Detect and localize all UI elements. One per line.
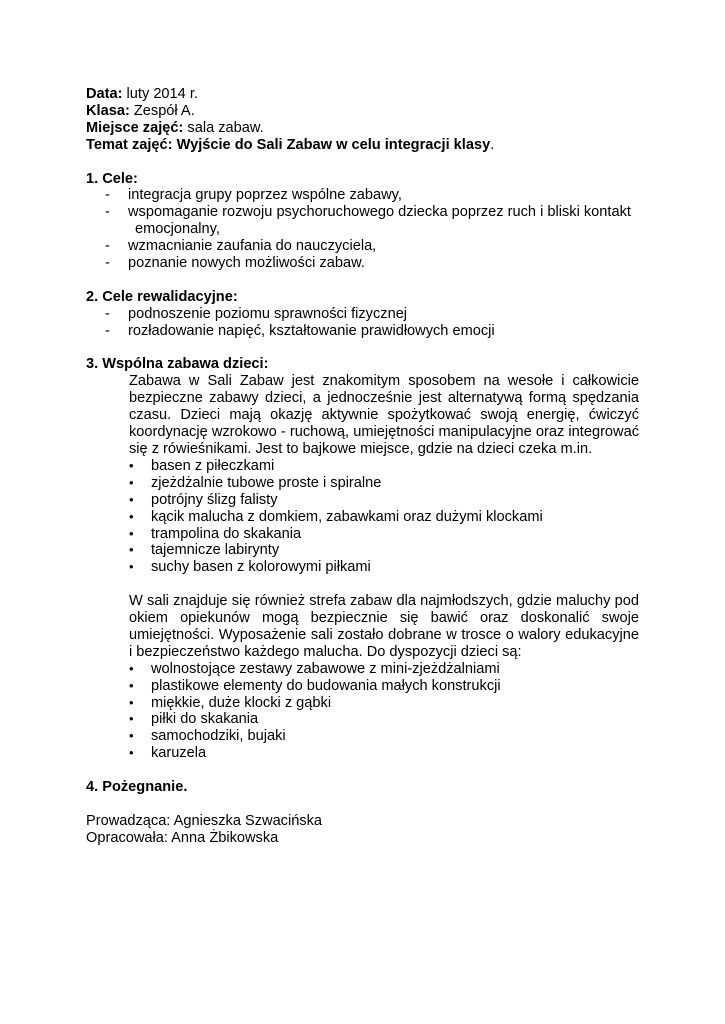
dash-marker: - [105,238,110,255]
dash-marker: - [105,305,110,322]
list-item-text: integracja grupy poprzez wspólne zabawy, [128,187,402,204]
section-2-title-text: 2. Cele rewalidacyjne: [86,288,238,305]
list-item-continuation: emocjonalny, [135,221,220,238]
section-3-title-text: 3. Wspólna zabawa dzieci: [86,356,269,373]
bullet-marker: • [129,711,134,727]
goals-list [86,187,640,272]
list-item [86,187,640,204]
list-item [86,238,640,255]
equipment-list [129,661,639,762]
bullet-marker: • [129,491,134,507]
place-value: sala zabaw. [183,119,264,136]
list-item [129,695,639,712]
spacer [86,272,640,289]
attractions-list [129,458,639,576]
bullet-marker: • [129,525,134,541]
list-item-text: poznanie nowych możliwości zabaw. [128,255,365,272]
topic-end: . [490,136,495,153]
list-item-text: miękkie, duże klocki z gąbki [151,694,332,711]
list-item-text: podnoszenie poziomu sprawności fizycznej [128,305,408,322]
list-item-text: wzmacnianie zaufania do nauczyciela, [128,238,377,255]
spacer [86,340,640,357]
list-item-text: wolnostojące zestawy zabawowe z mini-zjeżdżalniami [151,660,500,677]
bullet-marker: • [129,457,134,473]
list-item-text: samochodziki, bujaki [151,728,286,745]
list-item-text: plastikowe elementy do budowania małych konstrukcji [151,677,501,694]
list-item-text: wspomaganie rozwoju psychoruchowego dziecka poprzez ruch i bliski kontakt [128,204,631,221]
lead-teacher-line: Prowadząca: Agnieszka Szwacińska [86,812,323,829]
list-item [129,661,639,678]
dash-marker: - [105,187,110,204]
date-value: luty 2014 r. [122,86,198,102]
list-item-text: tajemnicze labirynty [151,542,280,559]
list-item-text: trampolina do skakania [151,525,302,542]
list-item [86,204,640,238]
bullet-marker: • [129,677,134,693]
class-label: Klasa: [86,102,130,119]
spacer [129,576,639,593]
bullet-marker: • [129,559,134,575]
dash-marker: - [105,322,110,339]
place-line [86,120,640,137]
bullet-marker: • [129,660,134,676]
section-1-title-text: 1. Cele: [86,170,138,187]
bullet-marker: • [129,508,134,524]
list-item [129,678,639,695]
bullet-marker: • [129,745,134,761]
section-4-title [86,779,640,796]
paragraph: W sali znajduje się również strefa zabaw dla najmłodszych, gdzie maluchy pod okiem opiekunów mogą bezpiecznie się bawić oraz doskonalić swoje umiejętności. Wyposażenie sali zostało dobrane w trosce o walory edukacyjne i bezpieczeństwo każdego malucha. Do dyspozycji dzieci są: [129,593,639,660]
date-line [86,86,640,103]
dash-marker: - [105,255,110,272]
place-label: Miejsce zajęć: [86,119,184,136]
list-item [129,475,639,492]
list-item-text: potrójny ślizg falisty [151,491,278,508]
list-item [86,306,640,323]
list-item [129,559,639,576]
list-item [129,526,639,543]
list-item [86,255,640,272]
list-item [129,711,639,728]
list-item [129,745,639,762]
bullet-marker: • [129,474,134,490]
paragraph: Zabawa w Sali Zabaw jest znakomitym sposobem na wesołe i całkowicie bezpieczne zabawy dzieci, a jednocześnie jest alternatywą formą spędzania czasu. Dzieci mają okazję aktywnie spożytkować swoją energię, ćwiczyć koordynację wzrokowo - ruchową, umiejętności manipulacyjne oraz integrować się z rówieśnikami. Jest to bajkowe miejsce, gdzie na dzieci czeka m.in. [129,373,639,457]
spacer [86,796,640,813]
document-body [86,86,640,847]
section-3-title [86,356,640,373]
list-item [86,323,640,340]
list-item [129,542,639,559]
rehab-goals-list [86,306,640,340]
spacer [86,762,640,779]
author-line: Opracowała: Anna Żbikowska [86,829,279,846]
date-label: Data: [86,86,123,102]
class-value: Zespół A. [129,102,195,119]
list-item [129,509,639,526]
list-item-text: basen z piłeczkami [151,457,275,474]
section-4-title-text: 4. Pożegnanie. [86,779,188,796]
class-line [86,103,640,120]
bullet-marker: • [129,728,134,744]
list-item-text: rozładowanie napięć, kształtowanie prawidłowych emocji [128,322,495,339]
list-item [129,728,639,745]
bullet-marker: • [129,694,134,710]
list-item-text: kącik malucha z domkiem, zabawkami oraz dużymi klockami [151,508,543,525]
list-item [129,492,639,509]
list-item-text: suchy basen z kolorowymi piłkami [151,559,371,576]
list-item [129,458,639,475]
list-item-text: zjeżdżalnie tubowe proste i spiralne [151,474,382,491]
list-item-text: piłki do skakania [151,711,259,728]
section-1-title [86,171,640,188]
section-2-title [86,289,640,306]
section-3-body [129,373,639,762]
list-item-text: karuzela [151,745,207,762]
topic-line [86,137,640,154]
topic-label: Temat zajęć: Wyjście do Sali Zabaw w celu integracji klasy [86,136,491,153]
spacer [86,154,640,171]
dash-marker: - [105,204,110,221]
bullet-marker: • [129,542,134,558]
